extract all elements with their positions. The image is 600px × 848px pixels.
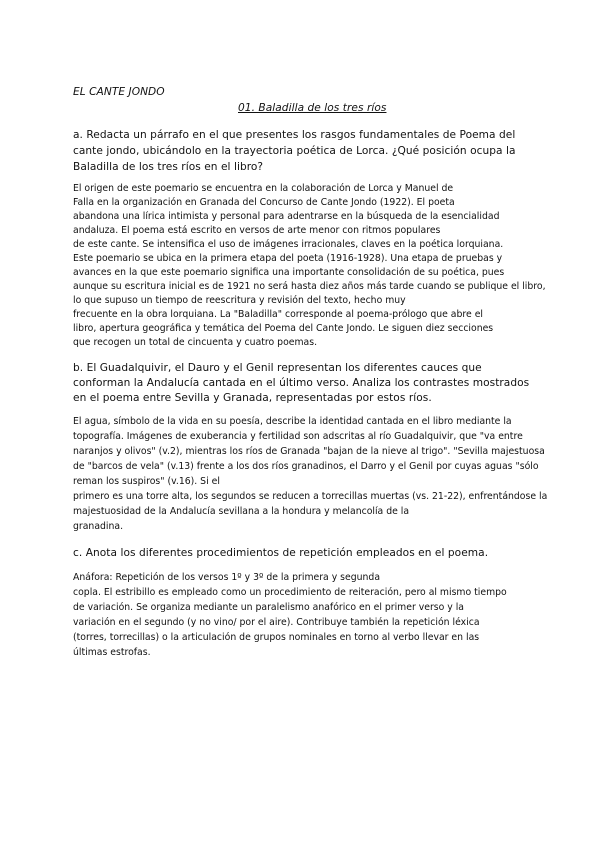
answer-a-line: frecuente en la obra lorquiana. La "Baladilla" corresponde al poema-prólogo que abre el (73, 309, 483, 320)
answer-c-line: últimas estrofas. (73, 647, 151, 658)
answer-b-line: topografía. Imágenes de exuberancia y fertilidad son adscritas al río Guadalquivir, que "va entre (73, 431, 523, 442)
answer-b-line: reman los suspiros" (v.16). Si el (73, 476, 220, 487)
answer-c-line: variación en el segundo (y no vino/ por el aire). Contribuye también la repetición léxica (73, 617, 480, 628)
answer-b-line: granadina. (73, 521, 124, 532)
answer-a-line: de este cante. Se intensifica el uso de imágenes irracionales, claves en la poética lorquiana. (73, 239, 504, 250)
answer-a-line: Falla en la organización en Granada del Concurso de Cante Jondo (1922). El poeta (73, 197, 455, 208)
document-subtitle: 01. Baladilla de los tres ríos (238, 102, 387, 114)
answer-c-line: (torres, torrecillas) o la articulación de grupos nominales en torno al verbo llevar en las (73, 632, 480, 643)
answer-b-line: de "barcos de vela" (v.13) frente a los dos ríos granadinos, el Darro y el Genil por cuyas aguas "sólo (73, 461, 539, 472)
answer-a-line: libro, apertura geográfica y temática del Poema del Cante Jondo. Le siguen diez secciones (73, 323, 494, 334)
answer-a-line: Este poemario se ubica en la primera etapa del poeta (1916-1928). Una etapa de pruebas y (73, 253, 503, 264)
answer-a-line: que recogen un total de cincuenta y cuatro poemas. (73, 337, 318, 348)
answer-b-line: primero es una torre alta, los segundos se reducen a torrecillas muertas (vs. 21-22), enfrentándose la (73, 491, 548, 502)
answer-c-line: copla. El estribillo es empleado como un procedimiento de reiteración, pero al mismo tiempo (73, 587, 507, 598)
question-b-line: en el poema entre Sevilla y Granada, representadas por estos ríos. (73, 392, 432, 404)
answer-c-line: de variación. Se organiza mediante un paralelismo anafórico en el primer verso y la (73, 602, 464, 613)
question-b-line: b. El Guadalquivir, el Dauro y el Genil representan los diferentes cauces que (73, 362, 482, 374)
answer-a-line: abandona una lírica intimista y personal para adentrarse en la búsqueda de la esencialidad (73, 211, 500, 222)
question-b-line: conforman la Andalucía cantada en el último verso. Analiza los contrastes mostrados (73, 377, 530, 389)
question-c-line: c. Anota los diferentes procedimientos de repetición empleados en el poema. (73, 547, 489, 559)
document-header: EL CANTE JONDO (73, 86, 165, 98)
answer-a-line: aunque su escritura inicial es de 1921 no será hasta diez años más tarde cuando se publique el libro, (73, 281, 546, 292)
answer-a-line: andaluza. El poema está escrito en versos de arte menor con ritmos populares (73, 225, 441, 236)
question-a-line: cante jondo, ubicándolo en la trayectoria poética de Lorca. ¿Qué posición ocupa la (73, 145, 516, 157)
answer-c-line: Anáfora: Repetición de los versos 1º y 3º de la primera y segunda (73, 572, 381, 583)
answer-a-line: avances en la que este poemario significa una importante consolidación de su poética, pues (73, 267, 505, 278)
answer-a-line: lo que supuso un tiempo de reescritura y revisión del texto, hecho muy (73, 295, 406, 306)
question-a-line: a. Redacta un párrafo en el que presentes los rasgos fundamentales de Poema del (73, 129, 516, 141)
answer-b-line: El agua, símbolo de la vida en su poesía, describe la identidad cantada en el libro mediante la (73, 416, 512, 427)
answer-b-line: naranjos y olivos" (v.2), mientras los ríos de Granada "bajan de la nieve al trigo". "Sevilla majestuosa (73, 446, 545, 457)
question-a-line: Baladilla de los tres ríos en el libro? (73, 161, 264, 173)
answer-b-line: majestuosidad de la Andalucía sevillana a la hondura y melancolía de la (73, 506, 410, 517)
answer-a-line: El origen de este poemario se encuentra en la colaboración de Lorca y Manuel de (73, 183, 454, 194)
